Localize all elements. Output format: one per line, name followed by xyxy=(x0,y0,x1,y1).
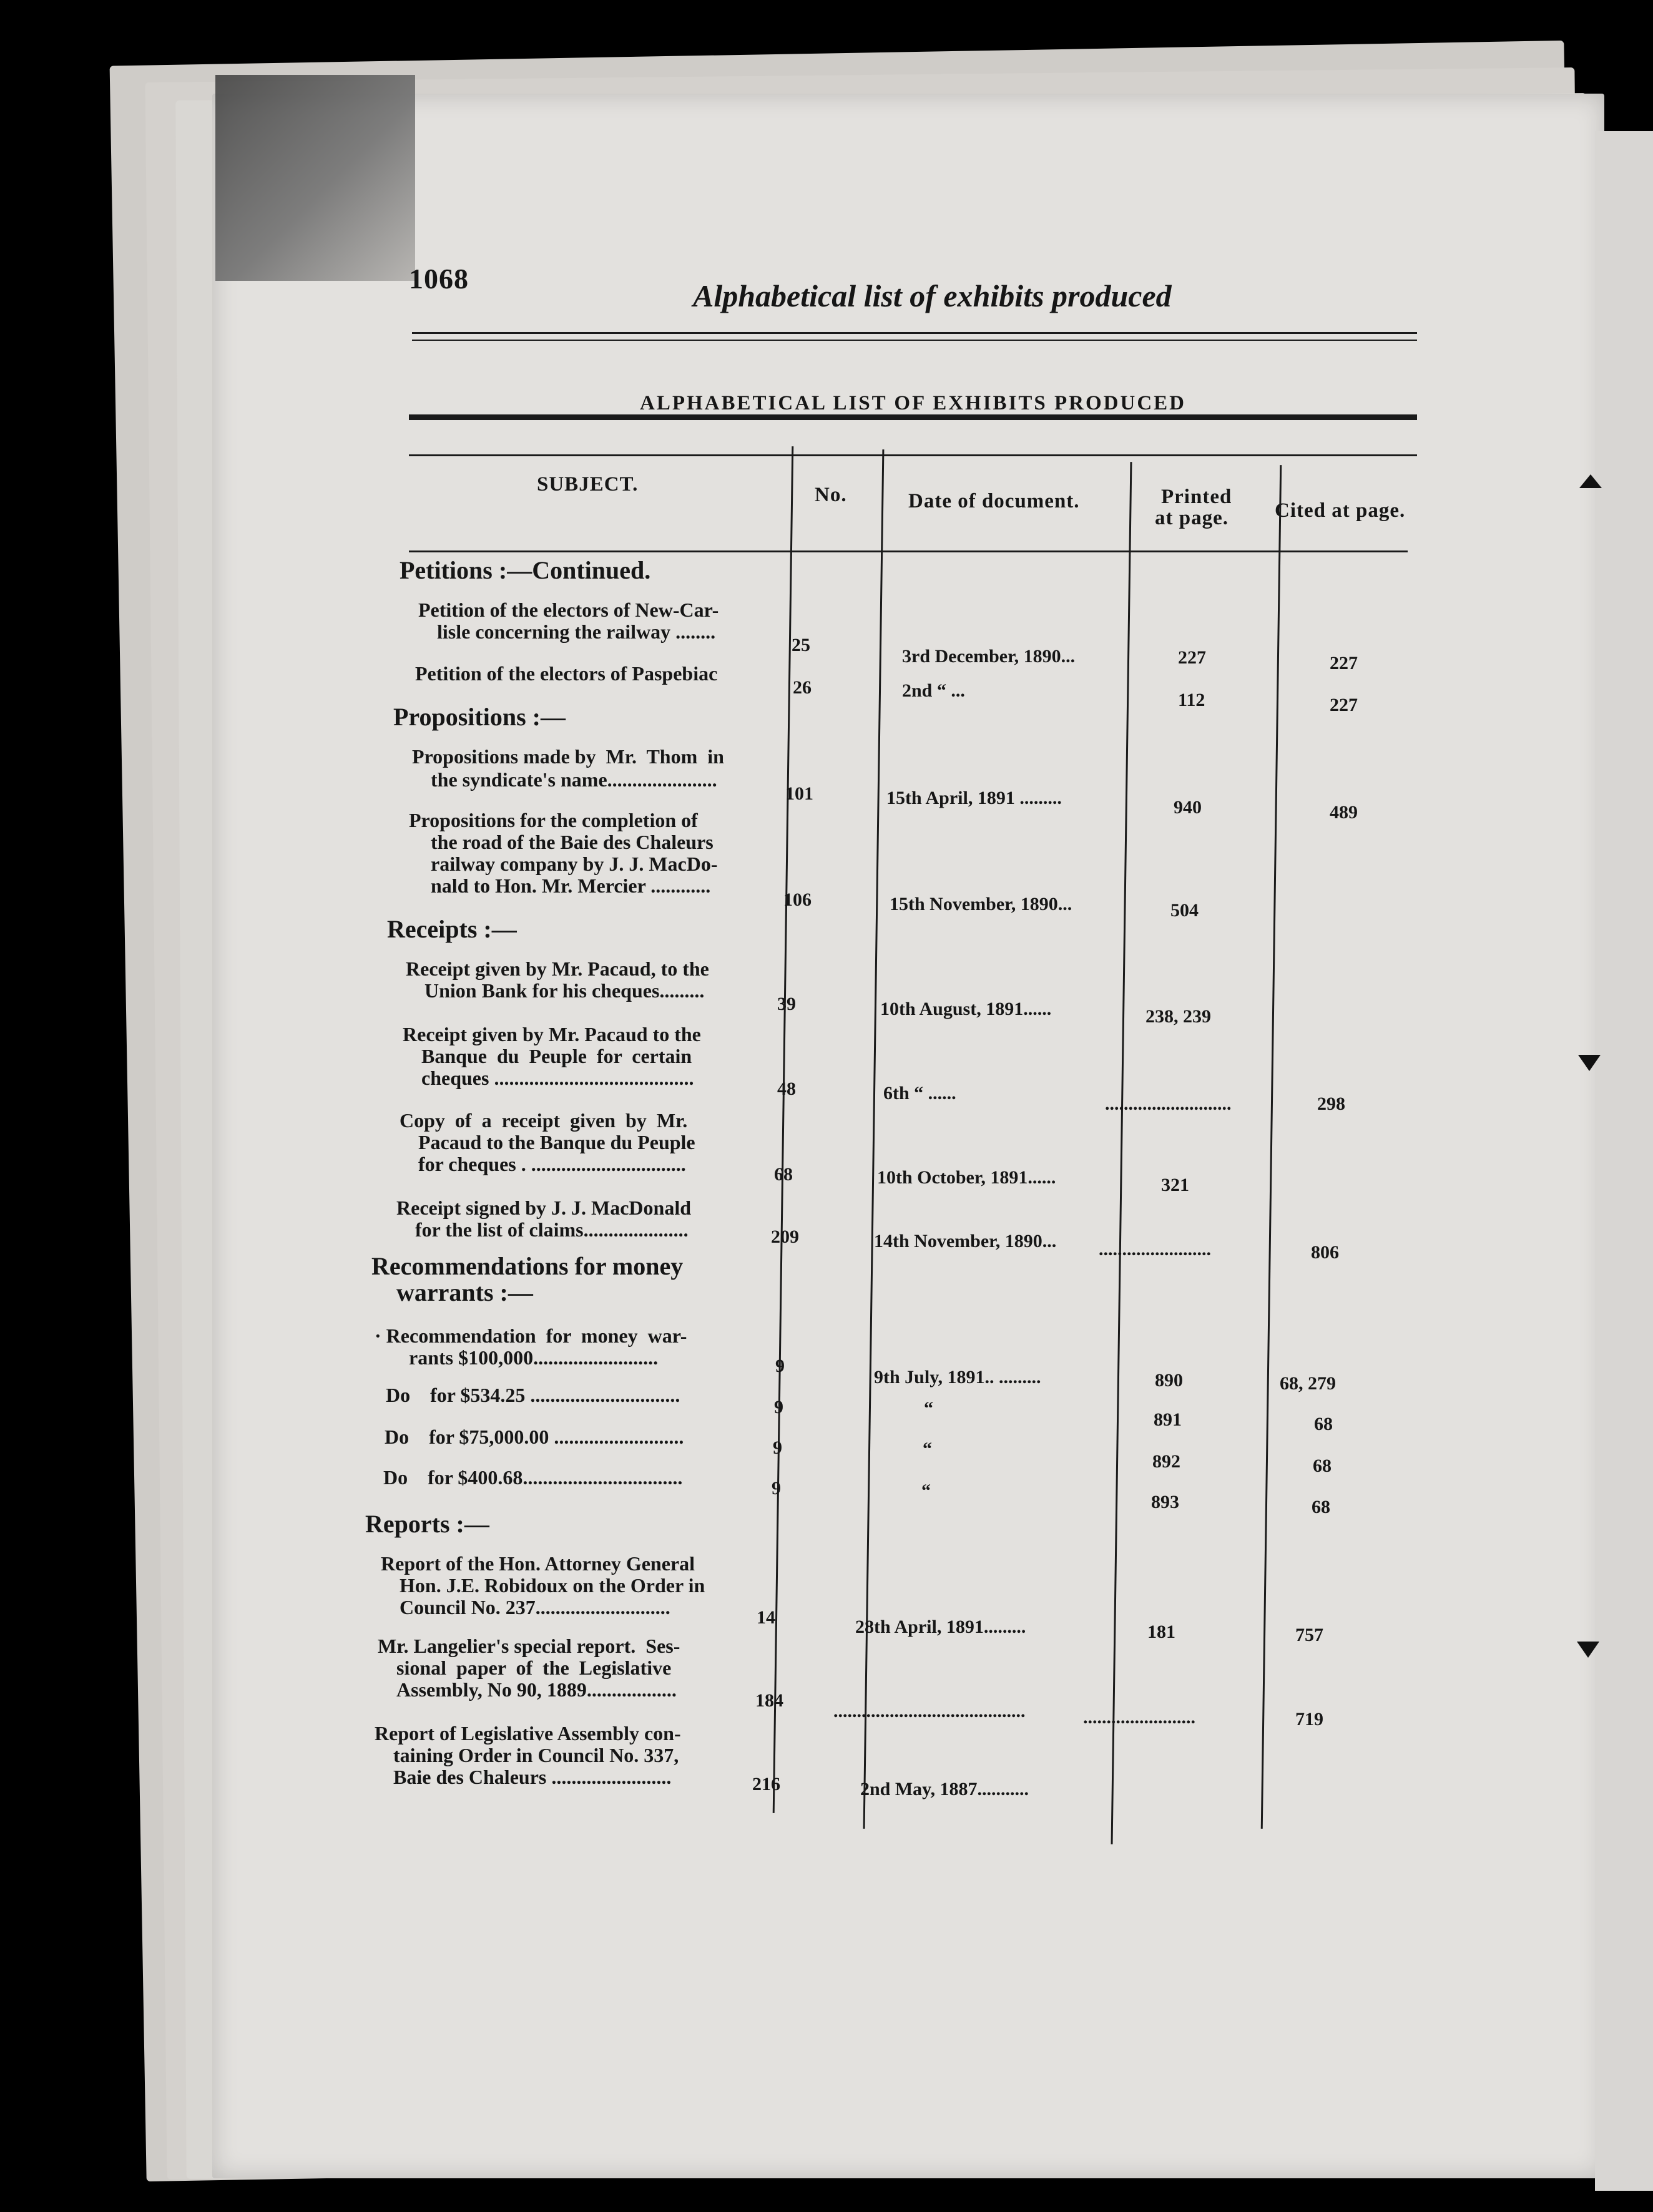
entry-subject: Propositions for the completion of xyxy=(409,809,698,831)
entry-subject: for the list of claims..................... xyxy=(415,1218,689,1241)
entry-subject: Propositions made by Mr. Thom in xyxy=(412,745,724,768)
entry-date: 10th August, 1891...... xyxy=(880,999,1052,1019)
entry-subject: Baie des Chaleurs ........................ xyxy=(393,1766,672,1788)
entry-subject: Banque du Peuple for certain xyxy=(421,1045,692,1067)
entry-subject: Petition of the electors of Paspebiac xyxy=(415,662,718,685)
facing-page-edge xyxy=(1595,131,1653,2191)
entry-date: “ xyxy=(924,1398,933,1419)
entry-date: 2nd “ ... xyxy=(902,680,965,701)
entry-subject: nald to Hon. Mr. Mercier ............ xyxy=(431,874,711,897)
entry-subject: taining Order in Council No. 337, xyxy=(393,1744,679,1766)
entry-printed-page: 504 xyxy=(1170,900,1199,921)
column-header-printed: Printed xyxy=(1161,486,1232,508)
entry-cited-page: 719 xyxy=(1295,1709,1323,1730)
page-number: 1068 xyxy=(409,263,469,295)
entry-date: 14th November, 1890... xyxy=(874,1231,1057,1251)
entry-subject: for cheques . ............................... xyxy=(418,1153,686,1175)
entry-cited-page: 757 xyxy=(1295,1625,1323,1645)
entry-subject: Petition of the electors of New-Car- xyxy=(418,599,719,621)
entry-printed-page: 890 xyxy=(1155,1370,1183,1391)
entry-number: 25 xyxy=(792,635,810,655)
entry-cited-page: 68 xyxy=(1314,1414,1333,1434)
entry-subject: rants $100,000......................... xyxy=(409,1346,659,1369)
entry-printed-page: 940 xyxy=(1174,797,1202,818)
entry-subject: Report of the Hon. Attorney General xyxy=(381,1552,695,1575)
entry-subject: Assembly, No 90, 1889.................. xyxy=(396,1678,677,1701)
column-header-subject: SUBJECT. xyxy=(537,473,639,496)
entry-date: 15th April, 1891 ......... xyxy=(886,788,1062,808)
entry-number: 48 xyxy=(777,1079,796,1099)
entry-cited-page: 489 xyxy=(1330,802,1358,823)
entry-printed-page: 321 xyxy=(1161,1175,1189,1195)
entry-subject: sional paper of the Legislative xyxy=(396,1657,672,1679)
entry-subject: the road of the Baie des Chaleurs xyxy=(431,831,714,853)
entry-date: 6th “ ...... xyxy=(883,1083,956,1104)
entry-cited-page: 298 xyxy=(1317,1094,1345,1114)
entry-number: 9 xyxy=(773,1437,782,1458)
header-rule xyxy=(412,332,1417,334)
entry-number: 101 xyxy=(785,783,813,804)
entry-printed-page: 181 xyxy=(1147,1622,1175,1642)
entry-date: 2nd May, 1887........... xyxy=(860,1779,1029,1799)
entry-cited-page: 68 xyxy=(1312,1497,1330,1517)
page-corner-shadow xyxy=(215,75,415,281)
column-header-printed: at page. xyxy=(1155,507,1229,529)
entry-cited-page: 68, 279 xyxy=(1280,1373,1336,1394)
section-heading-propositions: Propositions :— xyxy=(393,703,566,731)
title-rule-thick xyxy=(409,414,1417,420)
entry-printed-page: ........................ xyxy=(1099,1239,1211,1260)
section-heading-recommendations: warrants :— xyxy=(396,1278,533,1306)
entry-number: 216 xyxy=(752,1774,780,1794)
entry-number: 9 xyxy=(772,1478,781,1499)
running-title: Alphabetical list of exhibits produced xyxy=(693,278,1172,313)
entry-subject: Hon. J.E. Robidoux on the Order in xyxy=(400,1574,705,1597)
entry-subject: cheques ........................................ xyxy=(421,1067,694,1089)
entry-cited-page: 68 xyxy=(1313,1456,1332,1476)
entry-number: 14 xyxy=(757,1607,775,1628)
section-heading-receipts: Receipts :— xyxy=(387,915,517,943)
entry-printed-page: 238, 239 xyxy=(1145,1006,1211,1027)
entry-subject: Do for $400.68................................ xyxy=(383,1466,683,1489)
entry-cited-page: 227 xyxy=(1330,695,1358,715)
entry-subject: Receipt given by Mr. Pacaud to the xyxy=(403,1023,701,1045)
table-title: ALPHABETICAL LIST OF EXHIBITS PRODUCED xyxy=(640,392,1187,414)
entry-subject: Receipt given by Mr. Pacaud, to the xyxy=(406,957,709,980)
entry-printed-page: 891 xyxy=(1154,1409,1182,1430)
column-header-no: No. xyxy=(815,484,847,506)
entry-date: 28th April, 1891......... xyxy=(855,1617,1026,1637)
entry-number: 39 xyxy=(777,994,796,1014)
entry-printed-page: ........................... xyxy=(1105,1094,1232,1114)
entry-date: 10th October, 1891...... xyxy=(877,1167,1056,1188)
entry-subject: Copy of a receipt given by Mr. xyxy=(400,1109,688,1132)
binding-clip-icon xyxy=(1579,474,1602,488)
entry-number: 68 xyxy=(774,1164,793,1185)
entry-number: 26 xyxy=(793,677,812,698)
entry-cited-page: 227 xyxy=(1330,653,1358,673)
entry-subject: Union Bank for his cheques......... xyxy=(424,979,705,1002)
binding-clip-icon xyxy=(1578,1055,1601,1071)
entry-printed-page: 893 xyxy=(1151,1492,1179,1512)
entry-printed-page: 112 xyxy=(1178,690,1205,710)
entry-subject: · Recommendation for money war- xyxy=(375,1324,687,1347)
entry-subject: Pacaud to the Banque du Peuple xyxy=(418,1131,695,1153)
title-rule-thin xyxy=(409,454,1417,456)
entry-date: 9th July, 1891.. ......... xyxy=(874,1367,1041,1387)
column-header-cited: Cited at page. xyxy=(1275,499,1406,522)
entry-subject: railway company by J. J. MacDo- xyxy=(431,853,718,875)
section-heading-reports: Reports :— xyxy=(365,1510,489,1538)
entry-date: 15th November, 1890... xyxy=(890,894,1072,914)
entry-printed-page: 227 xyxy=(1178,647,1206,668)
entry-subject: Council No. 237........................... xyxy=(400,1596,670,1618)
section-heading-petitions: Petitions :—Continued. xyxy=(400,556,651,584)
entry-date: “ xyxy=(921,1480,931,1501)
entry-subject: Mr. Langelier's special report. Ses- xyxy=(378,1635,680,1657)
section-heading-recommendations: Recommendations for money xyxy=(371,1252,684,1280)
binding-clip-icon xyxy=(1577,1642,1599,1658)
entry-date: ......................................... xyxy=(833,1701,1026,1721)
entry-printed-page: ........................ xyxy=(1083,1707,1195,1728)
entry-subject: lisle concerning the railway ........ xyxy=(437,620,716,643)
header-bottom-rule xyxy=(409,551,1408,552)
header-rule xyxy=(412,340,1417,341)
entry-printed-page: 892 xyxy=(1152,1451,1180,1472)
entry-subject: Do for $534.25 .............................. xyxy=(386,1384,680,1406)
entry-number: 9 xyxy=(775,1356,785,1376)
entry-date: “ xyxy=(923,1439,932,1459)
column-header-date: Date of document. xyxy=(908,490,1080,512)
entry-subject: the syndicate's name...................... xyxy=(431,768,717,791)
entry-subject: Receipt signed by J. J. MacDonald xyxy=(396,1197,691,1219)
entry-number: 184 xyxy=(755,1690,783,1711)
entry-number: 209 xyxy=(771,1226,799,1247)
entry-date: 3rd December, 1890... xyxy=(902,646,1076,667)
entry-subject: Do for $75,000.00 .......................... xyxy=(385,1426,684,1448)
entry-number: 106 xyxy=(783,889,812,910)
entry-number: 9 xyxy=(774,1397,783,1417)
entry-cited-page: 806 xyxy=(1311,1242,1339,1263)
entry-subject: Report of Legislative Assembly con- xyxy=(375,1722,681,1745)
